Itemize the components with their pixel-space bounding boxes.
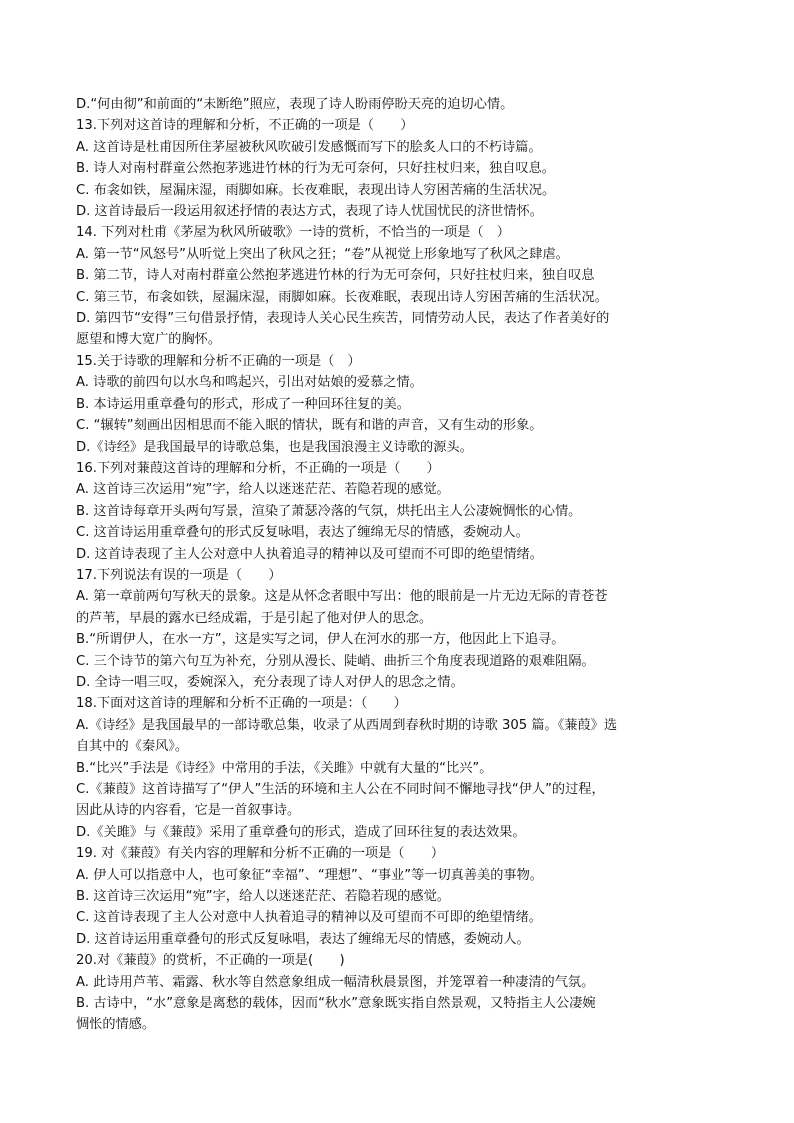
question-20-stem: 20.对《蒹葭》的赏析，不正确的一项是( ) xyxy=(76,953,345,969)
document-page xyxy=(76,94,724,1036)
option-line: C. 三个诗节的第六句互为补充，分别从漫长、陡峭、曲折三个角度表现道路的艰难阻隔。 xyxy=(76,653,595,669)
option-line: D. 这首诗最后一段运用叙述抒情的表达方式，表现了诗人忧国忧民的济世情怀。 xyxy=(76,204,543,220)
option-line: D. 第四节“安得”三句借景抒情，表现诗人关心民生疾苦，同情劳动人民，表达了作者美好的 xyxy=(76,311,610,327)
option-line: B.“比兴”手法是《诗经》中常用的手法，《关雎》中就有大量的“比兴”。 xyxy=(76,760,493,776)
option-line: C.《蒹葭》这首诗描写了“伊人”生活的环境和主人公在不同时间不懈地寻找“伊人”的过程， xyxy=(76,782,605,797)
option-line-continuation: 惆怅的情感。 xyxy=(76,1017,156,1033)
option-line: B. 古诗中，“水”意象是离愁的载体，因而“秋水”意象既实指自然景观，又特指主人公凄婉 xyxy=(76,996,596,1012)
option-line: B. 这首诗每章开头两句写景，渲染了萧瑟冷落的气氛，烘托出主人公凄婉惆怅的心情。 xyxy=(76,503,582,519)
option-line: A.《诗经》是我国最早的一部诗歌总集，收录了从西周到春秋时期的诗歌 305 篇。《蒹葭》选 xyxy=(76,717,618,733)
option-line: C. “辗转”刻画出因相思而不能入眠的情状，既有和谐的声音，又有生动的形象。 xyxy=(76,418,543,434)
option-line: A. 这首诗是杜甫因所住茅屋被秋风吹破引发感慨而写下的脍炙人口的不朽诗篇。 xyxy=(76,139,542,155)
option-line: A. 第一章前两句写秋天的景象。这是从怀念者眼中写出：他的眼前是一片无边无际的青苍苍 xyxy=(76,589,608,605)
option-line: A. 伊人可以指意中人，也可象征“幸福”、“理想”、“事业”等一切真善美的事物。 xyxy=(76,867,543,883)
option-line-continuation: 愿望和博大宽广的胸怀。 xyxy=(76,332,222,348)
option-line: D. 这首诗运用重章叠句的形式反复咏唱，表达了缠绵无尽的情感，委婉动人。 xyxy=(76,931,530,947)
option-line: D.《诗经》是我国最早的诗歌总集，也是我国浪漫主义诗歌的源头。 xyxy=(76,439,473,455)
option-line: B. 这首诗三次运用“宛”字，给人以迷迷茫茫、若隐若现的感觉。 xyxy=(76,889,450,905)
option-line: A. 诗歌的前四句以水鸟和鸣起兴，引出对姑娘的爱慕之情。 xyxy=(76,375,423,391)
option-line-continuation: 自其中的《秦风》。 xyxy=(76,739,189,755)
option-line: C. 第三节，布衾如铁，屋漏床湿，雨脚如麻。长夜难眠，表现出诗人穷困苦痛的生活状况。 xyxy=(76,289,608,305)
option-line: A. 这首诗三次运用“宛”字，给人以迷迷茫茫、若隐若现的感觉。 xyxy=(76,482,450,498)
question-19-stem: 19. 对《蒹葭》有关内容的理解和分析不正确的一项是（ ） xyxy=(76,846,445,862)
option-line: D.“何由彻”和前面的“未断绝”照应，表现了诗人盼雨停盼天亮的迫切心情。 xyxy=(76,97,514,112)
question-14-stem: 14. 下列对杜甫《茅屋为秋风所破歌》一诗的赏析，不恰当的一项是（ ） xyxy=(76,225,510,241)
question-18-stem: 18.下面对这首诗的理解和分析不正确的一项是：（ ） xyxy=(76,696,407,712)
option-line: C. 这首诗运用重章叠句的形式反复咏唱，表达了缠绵无尽的情感，委婉动人。 xyxy=(76,525,529,541)
option-line-continuation: 的芦苇，早晨的露水已经成霜，于是引起了他对伊人的思念。 xyxy=(76,610,433,626)
question-16-stem: 16.下列对蒹葭这首诗的理解和分析，不正确的一项是（ ） xyxy=(76,460,440,476)
option-line: B.“所谓伊人，在水一方”，这是实写之词，伊人在河水的那一方，他因此上下追寻。 xyxy=(76,632,565,648)
option-line: A. 此诗用芦苇、霜露、秋水等自然意象组成一幅清秋晨景图，并笼罩着一种凄清的气氛。 xyxy=(76,974,595,990)
question-17-stem: 17.下列说法有误的一项是（ ） xyxy=(76,567,282,583)
option-line: C. 这首诗表现了主人公对意中人执着追寻的精神以及可望而不可即的绝望情绪。 xyxy=(76,910,542,926)
option-line: D. 全诗一唱三叹，委婉深入，充分表现了诗人对伊人的思念之情。 xyxy=(76,674,464,690)
option-line: B. 第二节，诗人对南村群童公然抱茅逃进竹林的行为无可奈何，只好拄杖归来，独自叹息 xyxy=(76,268,595,284)
option-line: B. 本诗运用重章叠句的形式，形成了一种回环往复的美。 xyxy=(76,396,410,412)
question-13-stem: 13.下列对这首诗的理解和分析，不正确的一项是（ ） xyxy=(76,118,414,134)
option-line: A. 第一节“风怒号”从听觉上突出了秋风之狂；“卷”从视觉上形象地写了秋风之肆虐。 xyxy=(76,246,569,262)
question-15-stem: 15.关于诗歌的理解和分析不正确的一项是（ ） xyxy=(76,353,361,369)
option-line: D. 这首诗表现了主人公对意中人执着追寻的精神以及可望而不可即的绝望情绪。 xyxy=(76,546,543,562)
option-line: B. 诗人对南村群童公然抱茅逃进竹林的行为无可奈何，只好拄杖归来，独自叹息。 xyxy=(76,161,555,177)
option-line: D.《关雎》与《蒹葭》采用了重章叠句的形式，造成了回环往复的表达效果。 xyxy=(76,824,526,840)
option-line: C. 布衾如铁，屋漏床湿，雨脚如麻。长夜难眠，表现出诗人穷困苦痛的生活状况。 xyxy=(76,182,556,198)
option-line-continuation: 因此从诗的内容看，它是一首叙事诗。 xyxy=(76,803,301,819)
